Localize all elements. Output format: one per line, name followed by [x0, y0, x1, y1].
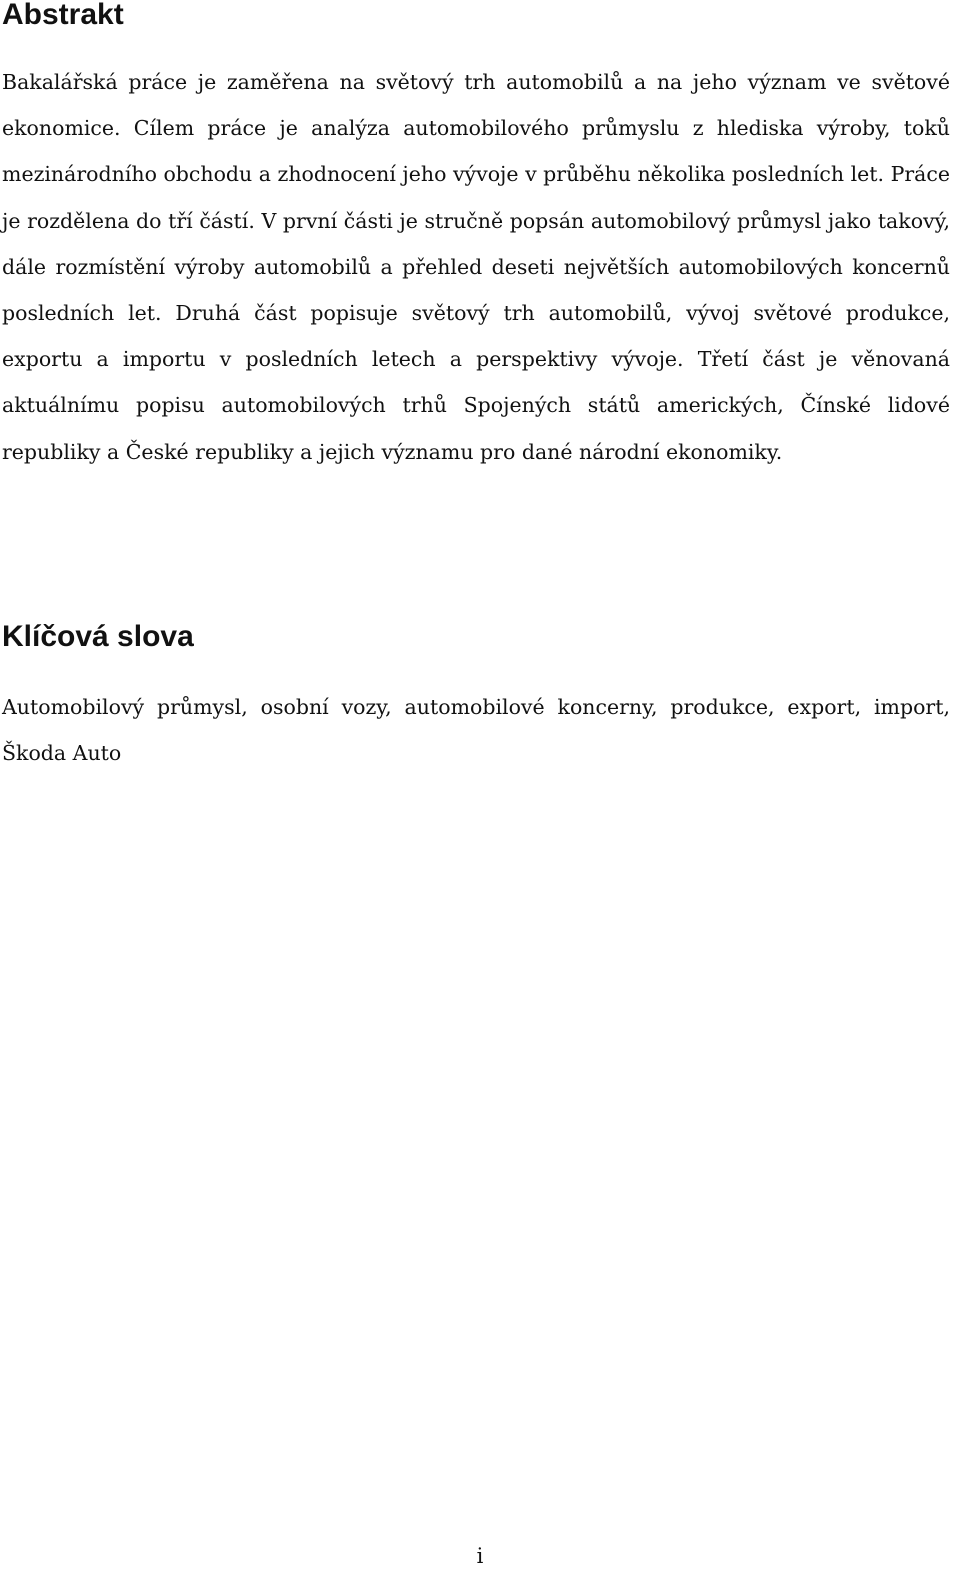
keywords-heading: Klíčová slova — [2, 620, 194, 653]
abstract-heading: Abstrakt — [2, 0, 124, 31]
abstract-paragraph: Bakalářská práce je zaměřena na světový trh automobilů a na jeho význam ve světové ekonomice. Cílem práce je analýza automobilového průmyslu z hlediska výroby, toků mezinárodního obchodu a zhodnocení jeho vývoje v průběhu několika posledních let. Práce je rozdělena do tří částí. V první části je stručně popsán automobilový průmysl jako takový, dále rozmístění výroby automobilů a přehled deseti největších automobilových koncernů posledních let. Druhá část popisuje světový trh automobilů, vývoj světové produkce, exportu a importu v posledních letech a perspektivy vývoje. Třetí část je věnovaná aktuálnímu popisu automobilových trhů Spojených států amerických, Čínské lidové republiky a České republiky a jejich významu pro dané národní ekonomiky. — [2, 70, 950, 464]
page-number: i — [476, 1544, 484, 1568]
keywords-paragraph: Automobilový průmysl, osobní vozy, automobilové koncerny, produkce, export, import, Škoda Auto — [2, 695, 950, 766]
